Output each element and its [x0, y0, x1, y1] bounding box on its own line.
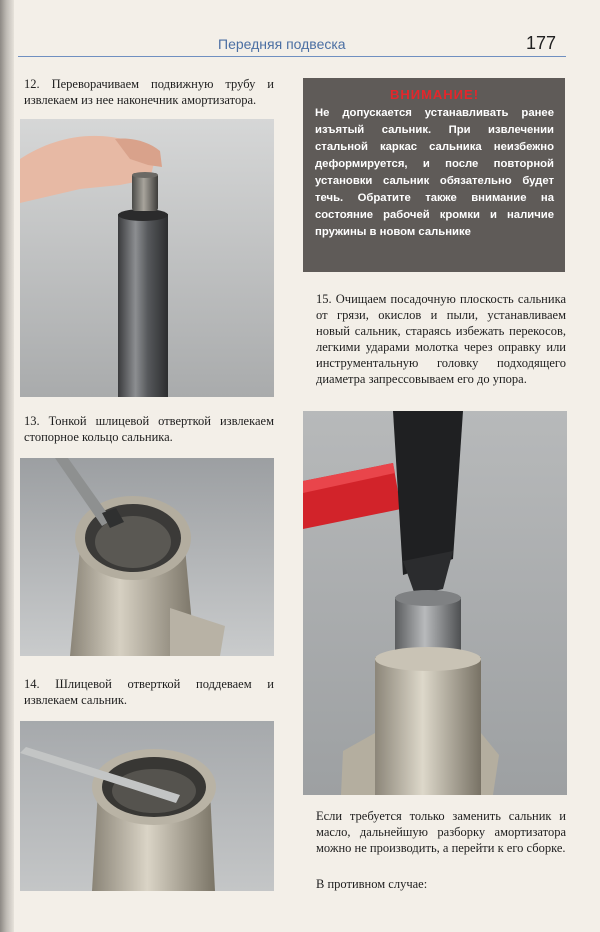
step-14-text: 14. Шлицевой отверткой поддеваем и извлекаем сальник. [24, 677, 274, 707]
section-title: Передняя подвеска [218, 36, 346, 52]
page-binding-edge [0, 0, 14, 932]
photo-step-12 [20, 119, 274, 397]
warning-title: ВНИМАНИЕ! [389, 87, 480, 102]
step-13-text: 13. Тонкой шлицевой отверткой извлекаем стопорное кольцо сальника. [24, 414, 274, 444]
warning-text: Не допускается устанавливать ранее изъятый сальник. При извлечении стальной каркас сальника неизбежно деформируется, и после повторной установки сальник обязательно будет течь. Обратите также внимание на состояние рабочей кромки и наличие пружины в новом сальнике [315, 107, 554, 238]
photo-step-15 [303, 411, 567, 795]
header-rule [18, 56, 566, 57]
step-12-text: 12. Переворачиваем подвижную трубу и извлекаем из нее наконечник амортизатора. [24, 77, 274, 107]
page-number: 177 [526, 33, 557, 53]
footer-otherwise: В противном случае: [316, 877, 428, 891]
photo-step-13 [20, 458, 274, 656]
photo-step-14 [20, 721, 274, 891]
step-15-text: 15. Очищаем посадочную плоскость сальника от грязи, окислов и пыли, устанавливаем новый сальник, стараясь избежать перекосов, легкими ударами молотка через оправку или инструментальную головку подходящего диаметра запрессовываем его до упора. [316, 292, 566, 386]
warning-box [303, 78, 565, 272]
footer-note: Если требуется только заменить сальник и масло, дальнейшую разборку амортизатора можно не производить, а перейти к его сборке. [316, 809, 566, 855]
